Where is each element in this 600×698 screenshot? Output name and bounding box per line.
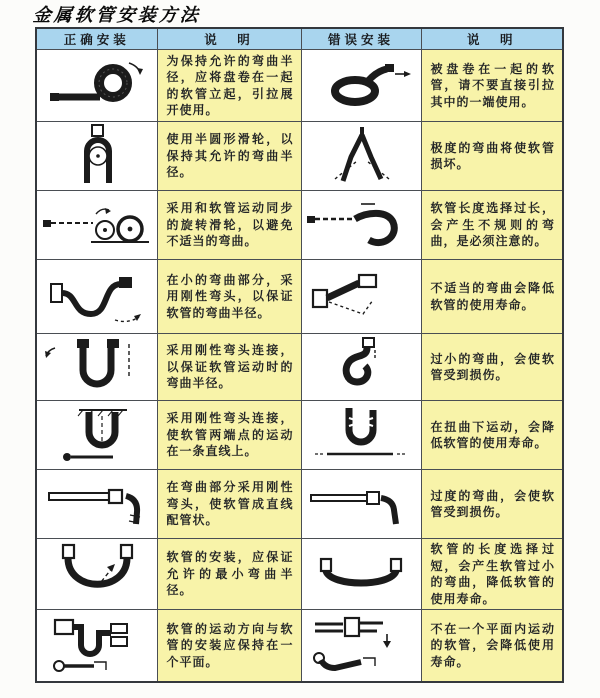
correct-description: 采用和软管运动同步的旋转滑轮，以避免不适当的弯曲。 [157, 191, 301, 260]
wrong-description: 不适当的弯曲会降低软管的使用寿命。 [421, 260, 563, 334]
wrong-description: 过度的弯曲，会使软管受到损伤。 [421, 470, 563, 539]
wrong-figure-cell [301, 470, 421, 539]
table-row [36, 191, 563, 260]
table-body [36, 50, 563, 682]
correct-figure-cell [36, 401, 157, 470]
correct-figure-cell [36, 191, 157, 260]
table-row [36, 401, 563, 470]
correct-description: 软管的安装，应保证允许的最小弯曲半径。 [157, 539, 301, 610]
wrong-figure-cell [301, 191, 421, 260]
wrong-figure-cell [301, 539, 421, 610]
wrong-description: 软管的长度选择过短，会产生软管过小的弯曲，降低软管的使用寿命。 [421, 539, 563, 610]
correct-description: 在弯曲部分采用刚性弯头，使软管成直线配管状。 [157, 470, 301, 539]
too-small-bend-figure [305, 334, 417, 396]
wrong-description: 过小的弯曲，会使软管受到损伤。 [421, 334, 563, 401]
correct-description: 在小的弯曲部分，采用刚性弯头，以保证软管的弯曲半径。 [157, 260, 301, 334]
header-correct-install: 正确安装 [36, 28, 157, 50]
header-description-1: 说 明 [157, 28, 301, 50]
overbent-hose-figure [305, 471, 417, 533]
correct-figure-cell [36, 470, 157, 539]
single-plane-motion-figure [41, 612, 153, 674]
hose-coil-unroll-figure [41, 53, 153, 115]
wrong-figure-cell [301, 50, 421, 122]
correct-figure-cell [36, 334, 157, 401]
min-bend-radius-figure [41, 541, 153, 603]
wrong-figure-cell [301, 610, 421, 682]
header-wrong-install: 错误安装 [301, 28, 421, 50]
wrong-description: 极度的弯曲将使软管损坏。 [421, 122, 563, 191]
table-row [36, 610, 563, 682]
extreme-bend-figure [305, 123, 417, 185]
table-row [36, 470, 563, 539]
correct-figure-cell [36, 260, 157, 334]
wrong-description: 在扭曲下运动，会降低软管的使用寿命。 [421, 401, 563, 470]
correct-figure-cell [36, 539, 157, 610]
page-title: 金属软管安装方法 [32, 5, 202, 25]
table-row [36, 260, 563, 334]
u-hose-inline-ends-figure [41, 402, 153, 464]
correct-description: 采用刚性弯头连接，以保证软管运动时的弯曲半径。 [157, 334, 301, 401]
table-row [36, 122, 563, 191]
correct-description: 为保持允许的弯曲半径，应将盘卷在一起的软管立起，引拉展开使用。 [157, 50, 301, 122]
correct-description: 软管的运动方向与软管的安装应保持在一个平面。 [157, 610, 301, 682]
correct-figure-cell [36, 610, 157, 682]
rigid-elbow-small-bend-figure [41, 264, 153, 326]
wrong-description: 软管长度选择过长，会产生不规则的弯曲，是必须注意的。 [421, 191, 563, 260]
wrong-figure-cell [301, 122, 421, 191]
out-of-plane-motion-figure [305, 612, 417, 674]
table-row [36, 334, 563, 401]
correct-description: 采用刚性弯头连接，使软管两端点的运动在一条直线上。 [157, 401, 301, 470]
u-hose-rigid-elbow-figure [41, 334, 153, 396]
wrong-description: 被盘卷在一起的软管，请不要直接引拉其中的一端使用。 [421, 50, 563, 122]
straight-piping-elbow-figure [41, 471, 153, 533]
semicircular-pulley-figure [41, 123, 153, 185]
wrong-figure-cell [301, 260, 421, 334]
wrong-figure-cell [301, 401, 421, 470]
installation-table [35, 27, 564, 683]
hose-coil-direct-pull-figure [305, 53, 417, 115]
wrong-figure-cell [301, 334, 421, 401]
twisted-hose-figure [305, 402, 417, 464]
header-description-2: 说 明 [421, 28, 563, 50]
wrong-description: 不在一个平面内运动的软管，会降低使用寿命。 [421, 610, 563, 682]
rotating-pulley-track-figure [41, 192, 153, 254]
table-header-row [36, 28, 563, 50]
table-row [36, 539, 563, 610]
too-short-hose-figure [305, 541, 417, 603]
improper-bend-figure [305, 264, 417, 326]
overlong-hose-figure [305, 192, 417, 254]
correct-figure-cell [36, 122, 157, 191]
table-row [36, 50, 563, 122]
correct-figure-cell [36, 50, 157, 122]
correct-description: 使用半圆形滑轮，以保持其允许的弯曲半径。 [157, 122, 301, 191]
